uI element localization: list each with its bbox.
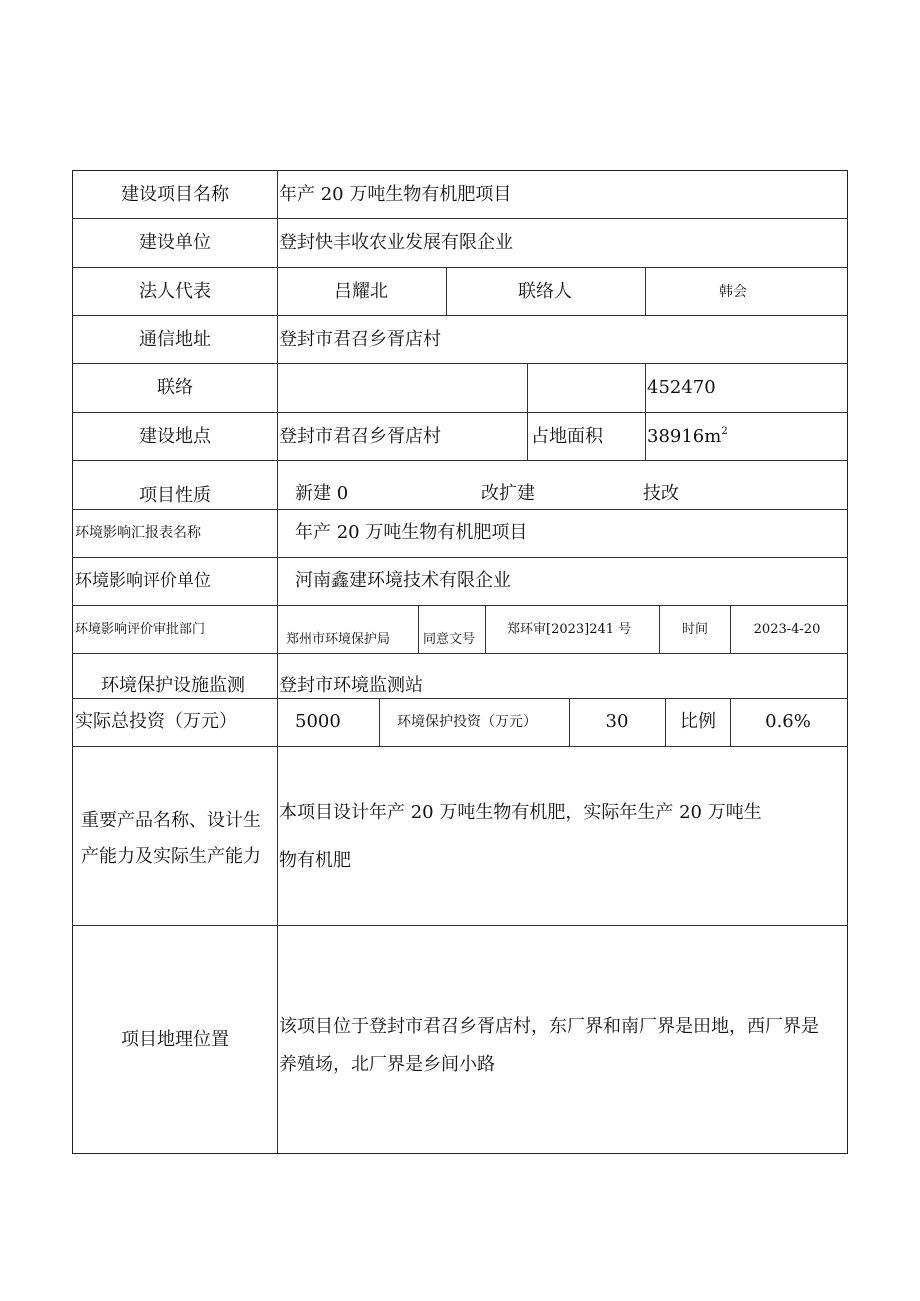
location-label: 项目地理位置 xyxy=(121,1029,229,1050)
monitoring-value: 登封市环境监测站 xyxy=(279,675,423,696)
approval-time-label: 时间 xyxy=(681,622,709,637)
monitoring-label: 环境保护设施监测 xyxy=(101,675,245,696)
eia-approval-label: 环境影响评价审批部门 xyxy=(75,622,206,637)
approval-time-value: 2023-4-20 xyxy=(753,622,821,637)
ratio-label: 比例 xyxy=(680,711,716,732)
row-divider xyxy=(73,653,847,654)
eia-unit-label: 环境影响评价单位 xyxy=(75,571,211,591)
nature-option-new: 新建 0 xyxy=(295,483,349,504)
project-name-value: 年产 20 万吨生物有机肥项目 xyxy=(279,184,512,205)
cell-divider xyxy=(569,698,570,746)
approval-doc-label: 同意文号 xyxy=(423,632,476,647)
construction-unit-value: 登封快丰收农业发展有限企业 xyxy=(279,232,513,253)
cell-divider xyxy=(645,363,646,460)
project-name-label: 建设项目名称 xyxy=(121,184,229,205)
total-investment-value: 5000 xyxy=(295,711,341,732)
row-divider xyxy=(73,218,847,219)
address-label: 通信地址 xyxy=(139,329,211,350)
env-investment-value: 30 xyxy=(605,711,629,732)
products-text-line2: 物有机肥 xyxy=(279,850,351,871)
contact-person-value: 韩会 xyxy=(719,284,747,300)
contact-label: 联络 xyxy=(157,377,193,398)
eia-approval-dept: 郑州市环境保护局 xyxy=(286,632,391,647)
cell-divider xyxy=(645,267,646,315)
total-investment-label: 实际总投资（万元） xyxy=(75,711,237,732)
site-value: 登封市君召乡胥店村 xyxy=(279,426,441,447)
eia-report-value: 年产 20 万吨生物有机肥项目 xyxy=(295,522,528,543)
project-info-table xyxy=(72,170,848,1154)
area-label: 占地面积 xyxy=(531,426,603,447)
row-divider xyxy=(73,315,847,316)
cell-divider xyxy=(485,605,486,653)
legal-rep-value: 吕耀北 xyxy=(334,281,388,302)
row-divider xyxy=(73,509,847,510)
site-label: 建设地点 xyxy=(139,426,211,447)
row-divider xyxy=(73,460,847,461)
cell-divider xyxy=(665,698,666,746)
approval-doc-value: 郑环审[2023]241 号 xyxy=(507,622,632,637)
row-divider xyxy=(73,557,847,558)
postcode-value: 452470 xyxy=(647,377,716,398)
location-text-line2: 养殖场，北厂界是乡间小路 xyxy=(279,1054,495,1075)
row-divider xyxy=(73,363,847,364)
row-divider xyxy=(73,925,847,926)
ratio-value: 0.6% xyxy=(765,711,811,732)
contact-person-label: 联络人 xyxy=(518,281,572,302)
label-column-divider xyxy=(277,171,278,1153)
cell-divider xyxy=(527,363,528,460)
construction-unit-label: 建设单位 xyxy=(139,232,211,253)
nature-label: 项目性质 xyxy=(139,485,211,506)
row-divider xyxy=(73,267,847,268)
address-value: 登封市君召乡胥店村 xyxy=(279,329,441,350)
cell-divider xyxy=(418,605,419,653)
legal-rep-label: 法人代表 xyxy=(139,281,211,302)
eia-unit-value: 河南鑫建环境技术有限企业 xyxy=(295,570,511,591)
products-label-line2: 产能力及实际生产能力 xyxy=(81,846,261,867)
nature-option-expansion: 改扩建 xyxy=(481,483,535,504)
cell-divider xyxy=(379,698,380,746)
env-investment-label: 环境保护投资（万元） xyxy=(397,714,537,730)
cell-divider xyxy=(446,267,447,315)
cell-divider xyxy=(659,605,660,653)
cell-divider xyxy=(730,605,731,653)
location-text-line1: 该项目位于登封市君召乡胥店村，东厂界和南厂界是田地，西厂界是 xyxy=(279,1016,819,1037)
row-divider xyxy=(73,412,847,413)
row-divider xyxy=(73,746,847,747)
eia-report-label: 环境影响汇报表名称 xyxy=(75,525,201,541)
products-text-line1: 本项目设计年产 20 万吨生物有机肥，实际年生产 20 万吨生 xyxy=(279,802,762,823)
area-value: $38916m^2$ xyxy=(647,426,728,447)
cell-divider xyxy=(730,698,731,746)
nature-option-upgrade: 技改 xyxy=(643,483,679,504)
products-label-line1: 重要产品名称、设计生 xyxy=(81,810,261,831)
